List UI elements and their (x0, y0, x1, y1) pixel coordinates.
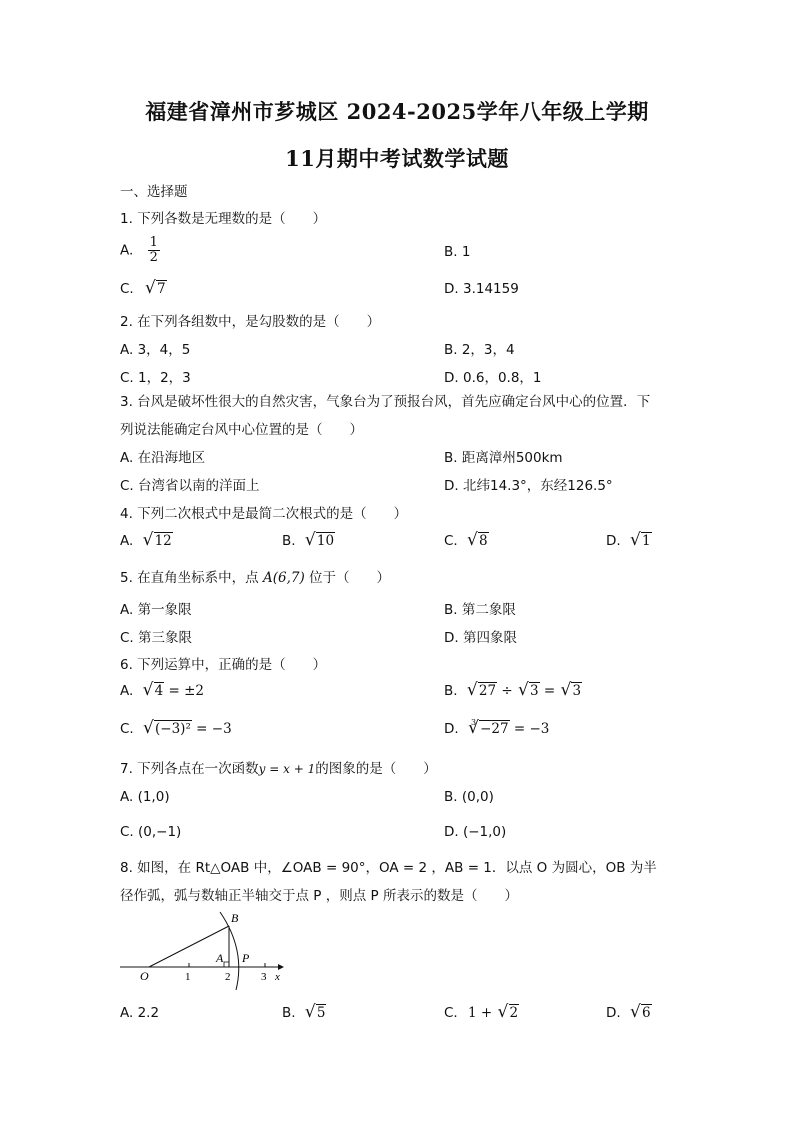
q8-option-a: A. 2.2 (120, 1005, 160, 1021)
q4-option-d: D. √ 1 (606, 533, 652, 549)
tick-label-2: 2 (225, 971, 231, 983)
q1-stem: 1. 下列各数是无理数的是（ ） (120, 211, 327, 227)
q6-stem: 6. 下列运算中，正确的是（ ） (120, 657, 327, 673)
section-heading: 一、选择题 (120, 184, 188, 200)
q8-option-d: D. √ 6 (606, 1005, 652, 1021)
q8-stem-line1: 8. 如图，在 Rt△OAB 中，∠OAB = 90°，OA = 2 ，AB = 1．以点 O 为圆心，OB 为半 (120, 860, 657, 876)
q6-option-a: A. √ 4 = ±2 (120, 683, 204, 699)
q7-function: y = x + 1 (258, 762, 316, 776)
q7-option-c: C. (0,−1) (120, 824, 182, 840)
label-A: A (216, 951, 224, 965)
q4-stem: 4. 下列二次根式中是最简二次根式的是（ ） (120, 506, 408, 522)
q1-option-d: D. 3.14159 (444, 281, 519, 297)
q5-stem: 5. 在直角坐标系中，点 A(6,7) 位于（ ） (120, 570, 391, 586)
q3-option-d: D. 北纬14.3°，东经126.5° (444, 478, 613, 494)
q1-option-c: C. √ 7 (120, 281, 167, 297)
q3-option-b: B. 距离漳州500km (444, 450, 563, 466)
q4-option-a: A. √ 12 (120, 533, 173, 549)
q7-option-b: B. (0,0) (444, 789, 494, 805)
label-O: O (140, 969, 149, 983)
q8-figure (118, 910, 298, 995)
label-P: P (242, 951, 250, 965)
q3-option-c: C. 台湾省以南的洋面上 (120, 478, 260, 494)
q3-stem-line2: 列说法能确定台风中心位置的是（ ） (120, 422, 363, 438)
q3-option-a: A. 在沿海地区 (120, 450, 206, 466)
q2-option-a: A. 3，4，5 (120, 342, 191, 358)
q6-option-c: C. √ (−3)² = −3 (120, 721, 232, 737)
label-x: x (275, 971, 280, 983)
q1-option-a: A. $\frac{1}{2}$ (120, 235, 158, 265)
label-B: B (231, 911, 239, 925)
axis-arrow-icon (278, 964, 284, 970)
tick-label-1: 1 (185, 971, 191, 983)
q2-stem: 2. 在下列各组数中，是勾股数的是（ ） (120, 314, 381, 330)
q7-option-a: A. (1,0) (120, 789, 170, 805)
q6-option-d: D. $^3$√ −27 = −3 (444, 721, 549, 737)
q5-option-b: B. 第二象限 (444, 602, 516, 618)
q2-option-c: C. 1，2，3 (120, 370, 191, 386)
q3-stem-line1: 3. 台风是破坏性很大的自然灾害，气象台为了预报台风，首先应确定台风中心的位置．下 (120, 394, 651, 410)
exam-title-line1: 福建省漳州市芗城区 2024-2025学年八年级上学期 (145, 99, 649, 124)
q6-option-b: B. √ 27 ÷ √ 3 = √ 3 (444, 683, 582, 699)
q5-option-c: C. 第三象限 (120, 630, 193, 646)
q5-option-d: D. 第四象限 (444, 630, 517, 646)
q8-stem-line2: 径作弧，弧与数轴正半轴交于点 P ，则点 P 所表示的数是（ ） (120, 888, 518, 904)
right-angle-mark (224, 962, 229, 967)
q2-option-b: B. 2，3，4 (444, 342, 515, 358)
exam-title-line2: 11月期中考试数学试题 (285, 146, 509, 171)
q4-option-c: C. √ 8 (444, 533, 489, 549)
q7-stem: 7. 下列各点在一次函数y = x + 1的图象的是（ ） (120, 761, 437, 777)
q4-option-b: B. √ 10 (282, 533, 335, 549)
q8-option-c: C. 1 + √ 2 (444, 1005, 519, 1021)
tick-label-3: 3 (261, 971, 267, 983)
q5-point: A(6,7) (262, 570, 305, 586)
q7-option-d: D. (−1,0) (444, 824, 507, 840)
q5-option-a: A. 第一象限 (120, 602, 192, 618)
q8-option-b: B. √ 5 (282, 1005, 326, 1021)
q2-option-d: D. 0.6，0.8，1 (444, 370, 542, 386)
q1-option-b: B. 1 (444, 244, 471, 260)
